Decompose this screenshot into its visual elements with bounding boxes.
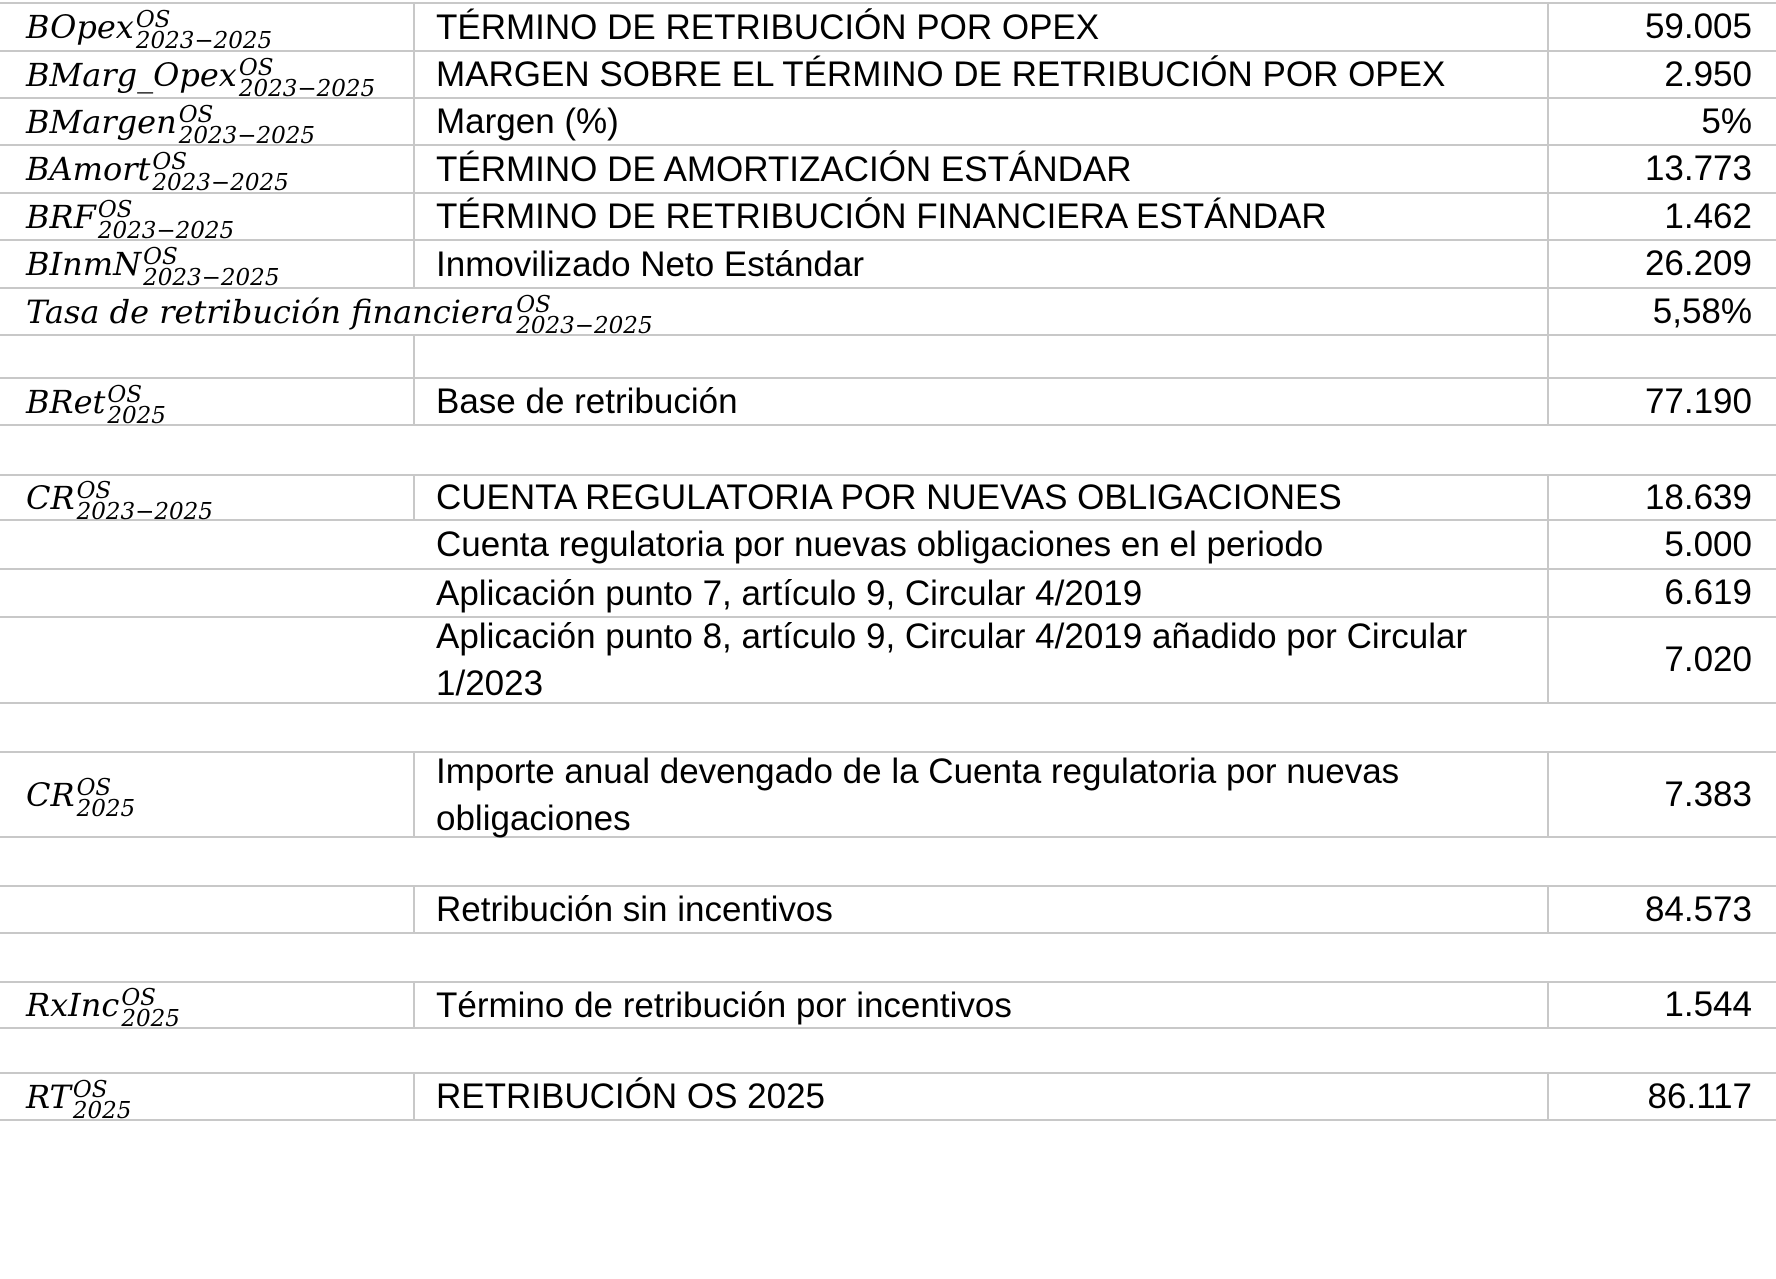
symbol-base: BMargen [26, 102, 177, 141]
symbol-base: CR [26, 478, 75, 517]
description-cell: Retribución sin incentivos [436, 890, 833, 929]
symbol-cell [0, 617, 414, 703]
symbol-cell [0, 335, 414, 378]
column-rule [413, 981, 415, 1029]
column-rule [413, 474, 415, 521]
description-cell: Cuenta regulatoria por nuevas obligaciones en el periodo [436, 525, 1324, 564]
value-cell: 1.462 [1664, 196, 1752, 236]
symbol-superscript: OS [107, 381, 143, 408]
column-rule [1547, 144, 1549, 194]
value-cell: 5.000 [1664, 524, 1752, 564]
symbol-base: RxInc [26, 986, 120, 1024]
symbol-subscript: 2023−2025 [238, 75, 376, 102]
table-row [0, 982, 1776, 1032]
column-rule [1547, 239, 1549, 289]
table-row [0, 378, 1776, 429]
table-row [0, 51, 1776, 102]
symbol-subscript: 2023−2025 [97, 217, 235, 244]
table-row [0, 3, 1776, 54]
symbol-subscript: 2025 [107, 402, 166, 429]
column-rule [1547, 568, 1549, 618]
value-cell: 84.573 [1644, 889, 1752, 929]
symbol-cell [0, 378, 414, 429]
symbol-subscript: 2023−2025 [143, 265, 280, 291]
symbol-superscript: OS [178, 101, 214, 128]
table-row [0, 475, 1776, 525]
symbol-base: BRF [26, 197, 96, 236]
column-rule [1547, 981, 1549, 1029]
symbol-cell [0, 520, 414, 569]
description-cell: Margen (%) [436, 102, 619, 141]
value-cell: 26.209 [1644, 244, 1752, 283]
symbol-cell [0, 569, 414, 617]
symbol-subscript: 2023−2025 [516, 312, 653, 339]
symbol-superscript: OS [76, 774, 112, 801]
value-cell: 7.020 [1664, 640, 1752, 679]
symbol-cell [0, 3, 414, 54]
description-cell: TÉRMINO DE AMORTIZACIÓN ESTÁNDAR [436, 149, 1132, 189]
value-cell: 13.773 [1644, 149, 1752, 188]
value-cell: 59.005 [1644, 7, 1752, 46]
table-row [0, 335, 1776, 378]
column-rule [413, 751, 415, 838]
symbol-scripts [178, 101, 316, 149]
column-rule [413, 97, 415, 146]
description-cell [414, 335, 1548, 378]
column-rule [1547, 377, 1549, 426]
column-rule [413, 192, 415, 241]
symbol-scripts [152, 149, 289, 196]
symbol-cell [0, 752, 414, 837]
symbol-base: Tasa de retribución financiera [26, 292, 515, 331]
column-rule [413, 885, 415, 934]
symbol-scripts [121, 985, 180, 1032]
symbol-subscript: 2025 [76, 795, 136, 822]
description-cell: Base de retribución [436, 382, 738, 421]
symbol-superscript: OS [121, 985, 156, 1011]
symbol-superscript: OS [72, 1076, 108, 1103]
table-row [0, 145, 1776, 196]
symbol-cell [0, 98, 414, 149]
symbol-superscript: OS [516, 291, 551, 318]
column-rule [413, 1072, 415, 1121]
column-rule [413, 2, 415, 52]
symbol-subscript: 2023−2025 [135, 28, 273, 54]
description-cell: Inmovilizado Neto Estándar [436, 244, 864, 284]
symbol-scripts [238, 54, 376, 102]
column-rule [413, 50, 415, 99]
column-rule [413, 377, 415, 426]
description-cell: Aplicación punto 7, artículo 9, Circular 4/2019 [436, 573, 1143, 613]
column-rule [1547, 616, 1549, 704]
symbol-superscript: OS [76, 477, 112, 504]
description-cell: CUENTA REGULATORIA POR NUEVAS OBLIGACIONES [436, 478, 1342, 517]
symbol-subscript: 2025 [121, 1006, 180, 1032]
symbol-base: BOpex [26, 8, 134, 46]
column-rule [1547, 1072, 1549, 1121]
symbol-scripts [143, 244, 280, 291]
description-cell: TÉRMINO DE RETRIBUCIÓN FINANCIERA ESTÁNDAR [436, 197, 1327, 236]
symbol-scripts [107, 381, 166, 429]
value-cell: 77.190 [1644, 381, 1752, 421]
value-cell: 5,58% [1652, 291, 1752, 331]
description-cell: MARGEN SOBRE EL TÉRMINO DE RETRIBUCIÓN POR OPEX [436, 55, 1446, 94]
value-cell: 5% [1701, 101, 1752, 141]
symbol-base: BInmN [26, 245, 142, 283]
symbol-scripts [76, 477, 213, 525]
symbol-cell [0, 145, 414, 196]
symbol-superscript: OS [97, 196, 133, 223]
column-rule [1547, 97, 1549, 146]
symbol-base: BAmort [26, 150, 151, 188]
symbol-base: BMarg_Opex [26, 55, 237, 94]
value-cell: 6.619 [1664, 573, 1752, 612]
symbol-cell [0, 475, 414, 525]
symbol-superscript: OS [143, 244, 178, 270]
column-rule [413, 144, 415, 194]
table-row [0, 288, 1776, 339]
column-rule [1547, 885, 1549, 934]
description-cell: TÉRMINO DE RETRIBUCIÓN POR OPEX [436, 7, 1100, 47]
column-rule [1547, 192, 1549, 241]
value-cell: 18.639 [1644, 477, 1752, 517]
table-row [0, 520, 1776, 569]
description-cell: Aplicación punto 8, artículo 9, Circular 4/2019 añadido por Circular 1/2023 [436, 617, 1468, 703]
value-cell: 2.950 [1664, 54, 1752, 94]
symbol-cell [0, 1073, 414, 1124]
table-row [0, 193, 1776, 244]
table-row [0, 569, 1776, 617]
symbol-scripts [72, 1076, 132, 1124]
symbol-scripts [516, 291, 653, 339]
value-cell: 1.544 [1664, 985, 1752, 1024]
column-rule [1547, 2, 1549, 52]
column-rule [1547, 474, 1549, 521]
description-cell: RETRIBUCIÓN OS 2025 [436, 1077, 825, 1116]
symbol-base: CR [26, 775, 75, 814]
symbol-superscript: OS [152, 149, 188, 175]
symbol-scripts [135, 7, 273, 54]
table-row [0, 617, 1776, 703]
column-rule [1547, 50, 1549, 99]
column-rule [1547, 519, 1549, 570]
description-cell: Importe anual devengado de la Cuenta regulatoria por nuevas obligaciones [436, 751, 1400, 838]
column-rule [413, 334, 415, 379]
symbol-scripts [76, 774, 136, 822]
symbol-subscript: 2023−2025 [76, 498, 213, 525]
symbol-base: RT [26, 1077, 71, 1116]
symbol-subscript: 2023−2025 [178, 122, 316, 149]
symbol-superscript: OS [238, 54, 274, 81]
symbol-cell [0, 193, 414, 244]
column-rule [413, 239, 415, 289]
symbol-cell [0, 51, 414, 102]
column-rule [1547, 751, 1549, 838]
symbol-cell [0, 288, 1548, 339]
value-cell: 7.383 [1664, 774, 1752, 814]
table-row [0, 1073, 1776, 1124]
symbol-scripts [97, 196, 235, 244]
symbol-subscript: 2023−2025 [152, 170, 289, 196]
column-rule [1547, 287, 1549, 336]
value-cell [1548, 335, 1776, 378]
symbol-subscript: 2025 [72, 1097, 132, 1124]
description-cell: Término de retribución por incentivos [436, 985, 1012, 1025]
value-cell: 86.117 [1647, 1076, 1752, 1116]
table-row [0, 752, 1776, 837]
symbol-cell [0, 240, 414, 291]
table-row [0, 240, 1776, 291]
table-row [0, 886, 1776, 933]
symbol-cell [0, 982, 414, 1032]
table-row [0, 98, 1776, 149]
column-rule [1547, 334, 1549, 379]
symbol-base: BRet [26, 382, 106, 421]
symbol-superscript: OS [135, 7, 171, 33]
symbol-cell [0, 886, 414, 933]
